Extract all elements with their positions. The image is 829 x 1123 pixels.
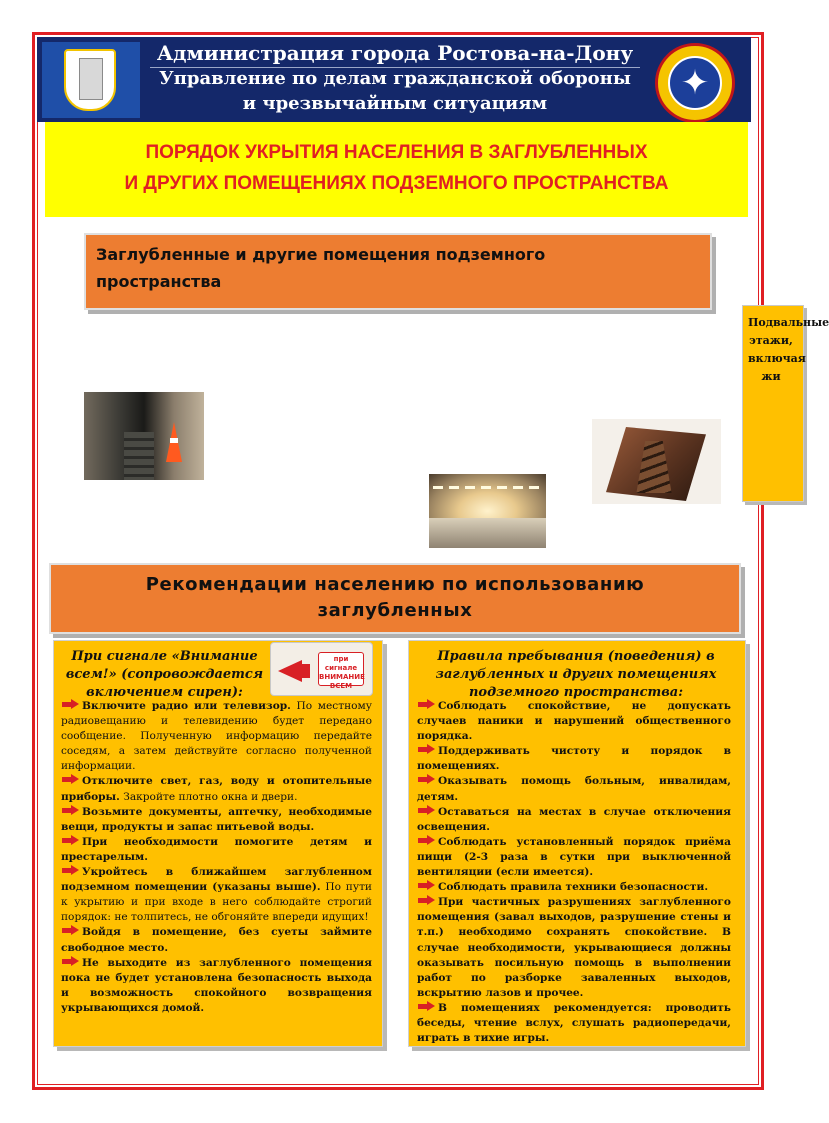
basement-entrance-photo	[84, 392, 204, 480]
list-item: Соблюдать спокойствие, не допускать случаев паники и нарушений общественного порядка.	[417, 700, 731, 743]
list-item: Оказывать помощь больным, инвалидам, детям.	[417, 775, 731, 803]
section-title-shelters: Заглубленные и другие помещения подземного пространства	[96, 245, 546, 291]
list-item: При частичных разрушениях заглубленного помещения (завал выходов, разрушение стены и т.п.) необходимо сохранять спокойствие. В случае необходимости, укрывающиеся должны оказывать посильную помощь в выполнении работ по разборке заваленных выходов, вскрытию лазов и прочее.	[417, 896, 731, 999]
red-arrow-icon	[417, 805, 436, 816]
list-item: Соблюдать установленный порядок приёма пищи (2-3 раза в сутки при выключенной вентиляции (если имеется).	[417, 835, 731, 879]
stairs-shape	[124, 432, 154, 480]
header-subtitle-2: и чрезвычайным ситуациям	[242, 93, 548, 114]
title-banner	[45, 122, 748, 217]
list-item: Отключите свет, газ, воду и отопительные приборы. Закройте плотно окна и двери.	[61, 775, 372, 803]
shelter-rules-heading: Правила пребывания (поведения) в заглубленных и других помещениях подземного пространства:	[435, 649, 717, 700]
header-title: Администрация города Ростова-на-Дону	[156, 41, 634, 65]
red-arrow-icon	[61, 925, 80, 936]
underground-passage-photo	[429, 474, 546, 548]
list-item: Оставаться на местах в случае отключения освещения.	[417, 805, 731, 833]
red-arrow-icon	[417, 774, 436, 785]
tower-icon	[79, 58, 103, 100]
passage-floor-shape	[429, 518, 546, 548]
list-item: В помещениях рекомендуется: проводить беседы, чтение вслух, слушать радиопередачи, играть в тихие игры.	[417, 1001, 731, 1045]
red-arrow-icon	[61, 956, 80, 967]
red-arrow-icon	[417, 880, 436, 891]
list-item: Войдя в помещение, без суеты займите свободное место.	[61, 926, 372, 954]
list-item: Включите радио или телевизор. По местному радиовещанию и телевидению будет передано сообщение. Полученную информацию передайте соседям, а затем действуйте согласно полученной информации.	[61, 700, 372, 773]
list-item: Поддерживать чистоту и порядок в помещениях.	[417, 745, 731, 773]
megaphone-icon	[278, 660, 302, 682]
list-item: Соблюдать правила техники безопасности.	[417, 880, 731, 895]
recommendations-title-line2: заглубленных	[317, 600, 473, 621]
megaphone-handle-icon	[300, 664, 310, 678]
list-item: Укройтесь в ближайшем заглубленном подземном помещении (указаны выше). По пути к укрытию и при входе в него соблюдайте строгий порядок: не толпитесь, не обгоняйте впереди идущих!	[61, 866, 372, 924]
red-arrow-icon	[417, 835, 436, 846]
compass-star-icon: ✦	[680, 63, 710, 103]
shelter-rules-list	[417, 699, 731, 1046]
alarm-actions-list	[61, 699, 372, 1016]
red-arrow-icon	[61, 865, 80, 876]
list-item: При необходимости помогите детям и престарелым.	[61, 835, 372, 863]
red-arrow-icon	[61, 835, 80, 846]
red-arrow-icon	[417, 744, 436, 755]
alarm-actions-heading: При сигнале «Внимание всем!» (сопровождается включением сирен):	[65, 649, 264, 700]
red-arrow-icon	[417, 895, 436, 906]
red-arrow-icon	[417, 699, 436, 710]
banner-title-line2: И ДРУГИХ ПОМЕЩЕНИЯХ ПОДЗЕМНОГО ПРОСТРАНСТВА	[124, 173, 669, 194]
recommendations-title-line1: Рекомендации населению по использованию	[145, 574, 645, 595]
banner-title-line1: ПОРЯДОК УКРЫТИЯ НАСЕЛЕНИЯ В ЗАГЛУБЛЕННЫХ	[145, 142, 648, 163]
traffic-cone-stripe	[170, 438, 178, 443]
red-arrow-icon	[417, 1001, 436, 1012]
list-item: Возьмите документы, аптечку, необходимые вещи, продукты и запас питьевой воды.	[61, 805, 372, 833]
pit-ladder-photo	[592, 419, 721, 504]
red-arrow-icon	[61, 699, 80, 710]
red-arrow-icon	[61, 805, 80, 816]
ceiling-lights-shape	[433, 486, 542, 489]
alarm-sign: при сигнале ВНИМАНИЕ ВСЕМ	[318, 652, 364, 686]
list-item: Не выходите из заглубленного помещения пока не будет установлена безопасность выхода и возможность спокойного возвращения укрывающихся домой.	[61, 956, 372, 1014]
side-info-text: Подвальные этажи, включая жи	[748, 316, 829, 383]
red-arrow-icon	[61, 774, 80, 785]
header-subtitle: Управление по делам гражданской обороны	[159, 68, 631, 89]
